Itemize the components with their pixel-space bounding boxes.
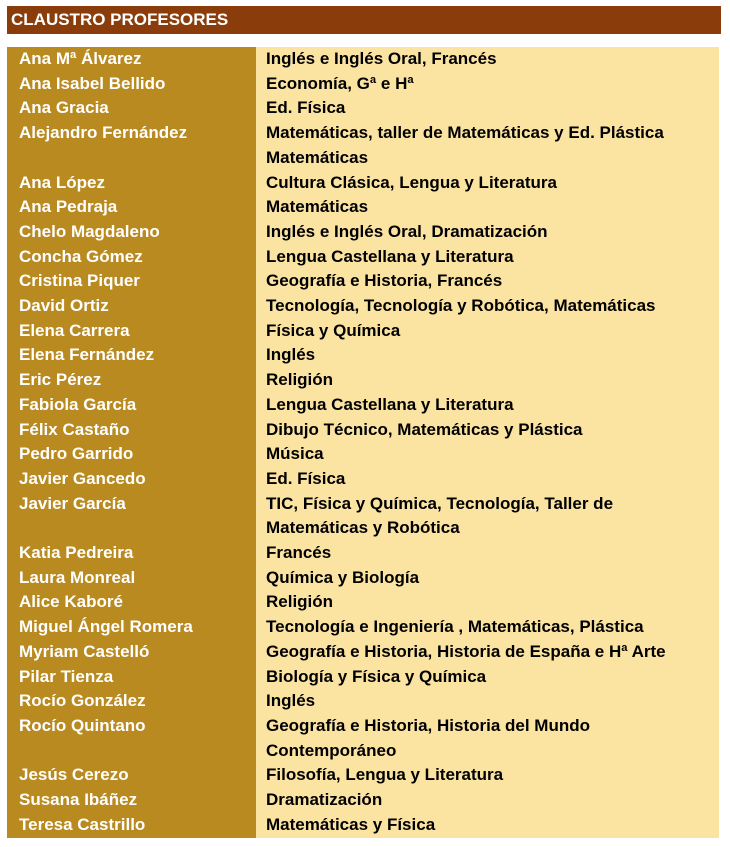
teacher-name: Rocío Quintano bbox=[19, 715, 146, 735]
table-row bbox=[7, 615, 719, 640]
table-row bbox=[7, 442, 719, 467]
teacher-subjects: Tecnología, Tecnología y Robótica, Matemáticas bbox=[266, 296, 656, 316]
teacher-subjects: Ed. Física bbox=[266, 98, 346, 118]
teacher-subjects: Inglés e Inglés Oral, Francés bbox=[266, 49, 497, 68]
table-row bbox=[7, 467, 719, 492]
table-row bbox=[7, 393, 719, 418]
teacher-name: Ana López bbox=[19, 172, 105, 192]
teacher-name: Félix Castaño bbox=[19, 419, 130, 439]
teacher-name: David Ortiz bbox=[19, 296, 109, 316]
teacher-subjects: Geografía e Historia, Historia de España e Hª Arte bbox=[266, 641, 666, 661]
table-row bbox=[7, 418, 719, 443]
table-row bbox=[7, 566, 719, 591]
teacher-subjects: Ed. Física bbox=[266, 468, 346, 488]
table-row bbox=[7, 72, 719, 97]
teacher-subjects: Dramatización bbox=[266, 790, 383, 810]
teacher-name: Rocío González bbox=[19, 691, 146, 711]
teacher-subjects: Dibujo Técnico, Matemáticas y Plástica bbox=[266, 419, 583, 439]
table-row bbox=[7, 714, 719, 763]
teacher-subjects: Matemáticas y Física bbox=[266, 814, 436, 834]
teacher-name: Alejandro Fernández bbox=[19, 123, 188, 143]
table-row bbox=[7, 171, 719, 196]
teacher-name: Pilar Tienza bbox=[19, 666, 114, 686]
staff-table bbox=[7, 47, 719, 838]
table-row bbox=[7, 541, 719, 566]
table-row bbox=[7, 47, 719, 72]
teacher-subjects: Música bbox=[266, 444, 324, 464]
teacher-name: Ana Isabel Bellido bbox=[19, 73, 166, 93]
teacher-name: Jesús Cerezo bbox=[19, 765, 129, 785]
teacher-name: Susana Ibáñez bbox=[19, 790, 138, 810]
teacher-subjects: Filosofía, Lengua y Literatura bbox=[266, 765, 504, 785]
table-row bbox=[7, 665, 719, 690]
teacher-name: Chelo Magdaleno bbox=[19, 221, 160, 241]
table-row bbox=[7, 492, 719, 541]
table-row bbox=[7, 640, 719, 665]
table-row bbox=[7, 96, 719, 121]
table-row bbox=[7, 343, 719, 368]
teacher-name: Fabiola García bbox=[19, 394, 137, 414]
table-row bbox=[7, 368, 719, 393]
table-row bbox=[7, 590, 719, 615]
teacher-subjects: Geografía e Historia, Historia del Mundo Contemporáneo bbox=[266, 715, 590, 760]
table-row bbox=[7, 813, 719, 838]
teacher-subjects: Física y Química bbox=[266, 320, 401, 340]
table-row bbox=[7, 269, 719, 294]
page-title: CLAUSTRO PROFESORES bbox=[7, 6, 721, 34]
teacher-name: Pedro Garrido bbox=[19, 444, 134, 464]
table-row bbox=[7, 195, 719, 220]
teacher-name: Teresa Castrillo bbox=[19, 814, 146, 834]
teacher-subjects: Matemáticas, taller de Matemáticas y Ed. Plástica Matemáticas bbox=[266, 123, 664, 167]
teacher-name: Katia Pedreira bbox=[19, 543, 134, 563]
teacher-name: Ana Mª Álvarez bbox=[19, 49, 142, 68]
teacher-subjects: TIC, Física y Química, Tecnología, Taller de Matemáticas y Robótica bbox=[266, 493, 614, 538]
teacher-name: Ana Gracia bbox=[19, 98, 109, 118]
table-row bbox=[7, 245, 719, 270]
teacher-name: Elena Fernández bbox=[19, 345, 155, 365]
teacher-subjects: Química y Biología bbox=[266, 567, 420, 587]
teacher-subjects: Economía, Gª e Hª bbox=[266, 73, 414, 93]
table-row bbox=[7, 220, 719, 245]
teacher-name: Eric Pérez bbox=[19, 370, 102, 390]
table-row bbox=[7, 788, 719, 813]
teacher-subjects: Francés bbox=[266, 543, 332, 563]
teacher-subjects: Lengua Castellana y Literatura bbox=[266, 246, 514, 266]
table-row bbox=[7, 294, 719, 319]
teacher-name: Laura Monreal bbox=[19, 567, 136, 587]
teacher-name: Cristina Piquer bbox=[19, 271, 140, 291]
teacher-subjects: Lengua Castellana y Literatura bbox=[266, 394, 514, 414]
teacher-name: Miguel Ángel Romera bbox=[19, 617, 193, 637]
teacher-name: Ana Pedraja bbox=[19, 197, 118, 217]
teacher-name: Concha Gómez bbox=[19, 246, 143, 266]
teacher-name: Alice Kaboré bbox=[19, 592, 123, 612]
teacher-subjects: Matemáticas bbox=[266, 197, 369, 217]
teacher-subjects: Inglés bbox=[266, 691, 316, 711]
table-row bbox=[7, 121, 719, 170]
teacher-subjects: Religión bbox=[266, 370, 334, 390]
teacher-name: Javier García bbox=[19, 493, 126, 513]
teacher-name: Elena Carrera bbox=[19, 320, 130, 340]
table-row bbox=[7, 763, 719, 788]
teacher-name: Javier Gancedo bbox=[19, 468, 146, 488]
teacher-subjects: Geografía e Historia, Francés bbox=[266, 271, 503, 291]
teacher-subjects: Religión bbox=[266, 592, 334, 612]
teacher-subjects: Tecnología e Ingeniería , Matemáticas, Plástica bbox=[266, 617, 644, 637]
teacher-subjects: Cultura Clásica, Lengua y Literatura bbox=[266, 172, 557, 192]
table-row bbox=[7, 319, 719, 344]
teacher-subjects: Inglés e Inglés Oral, Dramatización bbox=[266, 221, 548, 241]
teacher-name: Myriam Castelló bbox=[19, 641, 150, 661]
teacher-subjects: Biología y Física y Química bbox=[266, 666, 487, 686]
teacher-subjects: Inglés bbox=[266, 345, 316, 365]
table-row bbox=[7, 689, 719, 714]
